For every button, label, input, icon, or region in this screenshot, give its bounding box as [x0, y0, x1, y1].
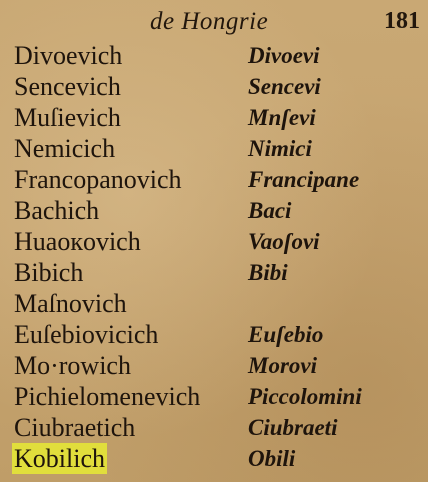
italian-name: Morovi [248, 353, 317, 378]
italian-name: Mnſevi [248, 105, 316, 130]
slavic-name: Mo·rowich [14, 351, 131, 380]
slavic-name: Maſnovich [14, 289, 127, 318]
list-row [0, 381, 428, 412]
list-row [0, 257, 428, 288]
list-row [0, 133, 428, 164]
page-header [0, 6, 428, 38]
list-row [0, 288, 428, 319]
list-row [0, 102, 428, 133]
italian-name: Nimici [248, 136, 312, 161]
list-row [0, 350, 428, 381]
slavic-name: Bachich [14, 196, 100, 225]
italian-name: Vaoſovi [248, 229, 320, 254]
slavic-name: Pichielomenevich [14, 382, 201, 411]
italian-name: Divoevi [248, 43, 320, 68]
slavic-name-highlighted: Kobilich [14, 444, 105, 473]
slavic-name: Bibich [14, 258, 84, 287]
name-list [0, 40, 428, 474]
italian-name: Baci [248, 198, 292, 223]
slavic-name: Muſievich [14, 103, 121, 132]
slavic-name: Divoevich [14, 41, 123, 70]
running-title: de Hongrie [150, 8, 269, 35]
slavic-name: Huaoкovich [14, 227, 141, 256]
list-row-highlighted [0, 443, 428, 474]
list-row [0, 71, 428, 102]
list-row [0, 195, 428, 226]
slavic-name: Nemicich [14, 134, 116, 163]
italian-name: Sencevi [248, 74, 321, 99]
list-row [0, 164, 428, 195]
list-row [0, 319, 428, 350]
slavic-name: Sencevich [14, 72, 121, 101]
italian-name: Piccolomini [248, 384, 362, 409]
slavic-name: Francopanovich [14, 165, 182, 194]
italian-name: Obili [248, 446, 296, 471]
slavic-name: Ciubraetich [14, 413, 136, 442]
italian-name: Euſebio [248, 322, 324, 347]
page-number: 181 [384, 8, 420, 34]
italian-name: Ciubraeti [248, 415, 338, 440]
list-row [0, 40, 428, 71]
list-row [0, 226, 428, 257]
list-row [0, 412, 428, 443]
slavic-name: Euſebiovicich [14, 320, 159, 349]
italian-name: Bibi [248, 260, 288, 285]
italian-name: Francipane [248, 167, 360, 192]
